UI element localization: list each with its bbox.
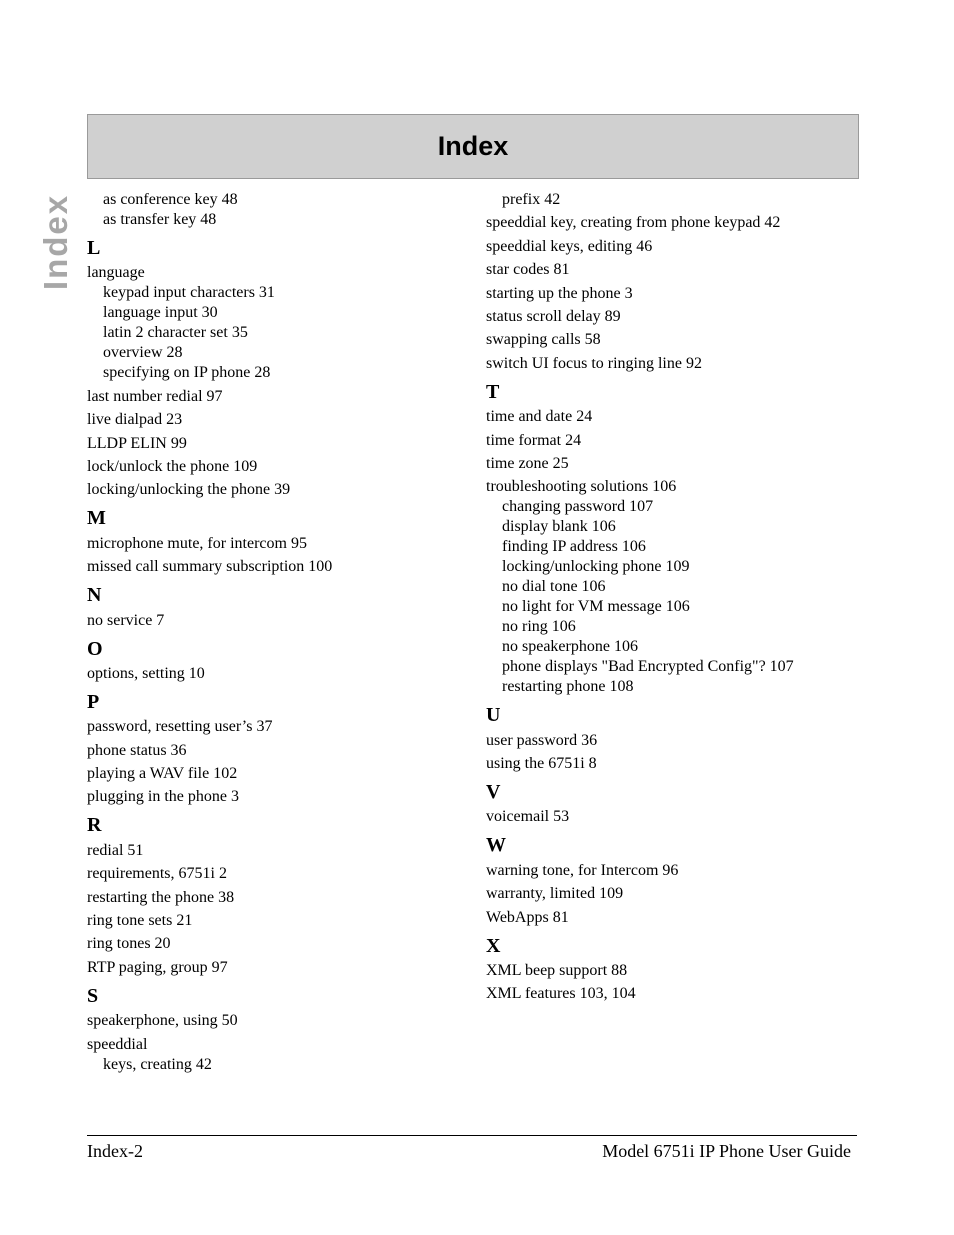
index-entry: restarting the phone 38 — [87, 888, 235, 906]
index-entry: swapping calls 58 — [486, 331, 601, 349]
index-subentry: as transfer key 48 — [103, 211, 217, 228]
index-entry: phone status 36 — [87, 741, 187, 759]
index-entry: switch UI focus to ringing line 92 — [486, 354, 702, 372]
index-entry: time zone 25 — [486, 454, 569, 472]
index-column-left — [87, 190, 467, 1075]
index-entry: voicemail 53 — [486, 808, 570, 826]
index-entry: using the 6751i 8 — [486, 755, 597, 773]
index-entry: XML features 103, 104 — [486, 985, 636, 1003]
index-letter-heading: P — [87, 690, 100, 713]
index-letter-heading: R — [87, 814, 102, 837]
index-letter-heading: X — [486, 934, 501, 957]
index-letter-heading: L — [87, 237, 101, 259]
index-entry: XML beep support 88 — [486, 962, 628, 980]
index-entry: starting up the phone 3 — [486, 284, 633, 302]
index-entry: options, setting 10 — [87, 664, 205, 682]
index-entry: star codes 81 — [486, 261, 570, 279]
index-subentry: latin 2 character set 35 — [103, 324, 248, 342]
index-entry: user password 36 — [486, 731, 598, 749]
footer-divider — [87, 1135, 857, 1136]
index-column-right — [486, 190, 866, 1004]
index-entry: language — [87, 264, 145, 282]
index-subentry: language input 30 — [103, 304, 218, 322]
index-entry: plugging in the phone 3 — [87, 788, 239, 806]
index-entry: time format 24 — [486, 431, 582, 449]
index-subentry: phone displays "Bad Encrypted Config"? 107 — [502, 658, 794, 676]
footer-page-label: Index-2 — [87, 1141, 143, 1161]
index-entry: time and date 24 — [486, 408, 593, 426]
title-banner — [87, 114, 859, 179]
index-entry: WebApps 81 — [486, 908, 569, 926]
index-entry: redial 51 — [87, 841, 144, 859]
footer-guide-title: Model 6751i IP Phone User Guide — [602, 1141, 851, 1161]
index-entry: locking/unlocking the phone 39 — [87, 481, 291, 499]
page-title: Index — [437, 131, 509, 161]
index-subentry: locking/unlocking phone 109 — [502, 558, 690, 576]
side-tab-label: Index — [37, 193, 74, 291]
index-subentry: keys, creating 42 — [103, 1055, 212, 1073]
index-entry: missed call summary subscription 100 — [87, 558, 333, 576]
index-subentry: no speakerphone 106 — [502, 638, 638, 656]
index-entry: speeddial — [87, 1035, 148, 1053]
index-entry: no service 7 — [87, 611, 165, 629]
index-subentry: keypad input characters 31 — [103, 284, 275, 302]
index-entry: speakerphone, using 50 — [87, 1012, 238, 1030]
index-entry: RTP paging, group 97 — [87, 958, 228, 976]
index-entry: ring tone sets 21 — [87, 912, 193, 930]
index-entry: live dialpad 23 — [87, 411, 183, 429]
index-subentry: as conference key 48 — [103, 191, 238, 208]
index-entry: status scroll delay 89 — [486, 307, 621, 325]
index-subentry: specifying on IP phone 28 — [103, 364, 271, 382]
index-entry: speeddial key, creating from phone keypad 42 — [486, 214, 781, 232]
index-entry: troubleshooting solutions 106 — [486, 478, 677, 496]
index-entry: playing a WAV file 102 — [87, 765, 238, 783]
index-entry: microphone mute, for intercom 95 — [87, 534, 307, 552]
index-letter-heading: W — [486, 834, 506, 857]
index-entry: ring tones 20 — [87, 935, 171, 953]
index-entry: warning tone, for Intercom 96 — [486, 861, 679, 879]
index-entry: LLDP ELIN 99 — [87, 434, 187, 452]
index-letter-heading: U — [486, 704, 501, 727]
index-letter-heading: T — [486, 380, 500, 403]
index-subentry: no ring 106 — [502, 618, 576, 636]
index-entry: last number redial 97 — [87, 387, 223, 405]
index-subentry: display blank 106 — [502, 518, 616, 536]
index-entry: lock/unlock the phone 109 — [87, 457, 258, 475]
index-subentry: prefix 42 — [502, 191, 561, 208]
index-entry: speeddial keys, editing 46 — [486, 237, 653, 255]
index-letter-heading: M — [87, 507, 106, 530]
index-entry: password, resetting user’s 37 — [87, 718, 273, 736]
index-entry: requirements, 6751i 2 — [87, 865, 227, 883]
index-entry: warranty, limited 109 — [486, 885, 624, 903]
index-subentry: no dial tone 106 — [502, 578, 606, 596]
index-letter-heading: S — [87, 984, 99, 1007]
side-tab — [38, 190, 74, 294]
index-subentry: no light for VM message 106 — [502, 598, 690, 616]
index-subentry: restarting phone 108 — [502, 678, 634, 696]
index-letter-heading: V — [486, 781, 501, 804]
index-letter-heading: O — [87, 637, 103, 660]
index-subentry: overview 28 — [103, 344, 183, 362]
index-subentry: finding IP address 106 — [502, 538, 646, 556]
index-letter-heading: N — [87, 584, 102, 607]
index-subentry: changing password 107 — [502, 498, 654, 516]
